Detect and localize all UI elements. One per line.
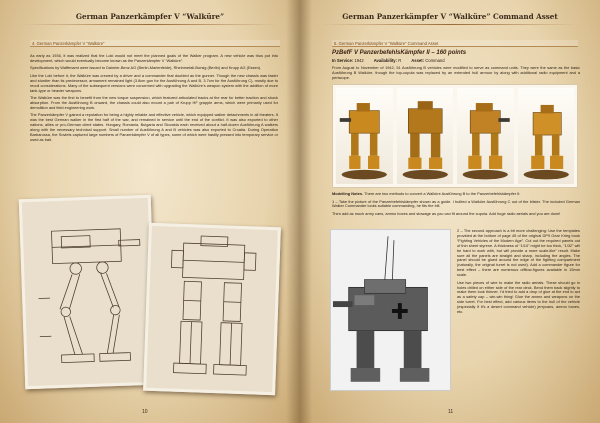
stat-asset: [411, 58, 444, 63]
stat-label: Availability:: [373, 58, 398, 63]
stat-value: Command: [425, 58, 445, 63]
header-divider: [22, 24, 278, 25]
miniature-photo: [397, 88, 454, 184]
blueprint-sketch-front: [143, 223, 281, 396]
walker-sketch-front-icon: [146, 226, 278, 392]
stat-value: 1942: [354, 58, 364, 63]
unit-title: PzBefF V PanzerbefehlsKämpfer II – 160 points: [332, 50, 467, 56]
paragraph: From August to November of 1942, 51 Ausführung B vehicles were modified to serve as command units. They were the same as the basic Ausführung B Walküre, though the top-cupola was replaced by an extended hull armour by along with additional radio equipment and a periscope.: [332, 65, 580, 80]
left-page-header: [0, 12, 300, 21]
stat-in-service: [332, 58, 364, 63]
paragraph: The Walküre was the first to benefit from the new torque suspension, which featured articulated tracks at the rear for better traction and shock absorption. From the Ausführung B onward, the chassis could also mount a pair of Krupp HF grapple arms, which were primarily used for demolition and field engineering work.: [30, 95, 278, 110]
paragraph: The Panzerkämpfer V gained a reputation for being a highly reliable and effective vehicle, which equipped walker detachments in all theaters. It was the best German walker in the first half of the war, and remained in service until the end of the conflict. It was also exported to other nations, allies or pro-German client states. Hungary, Romania, Bulgaria and Slovakia each received about a half-dozen Ausführung A walkers along with the necessary technical support. Small number of Ausführung A and B vehicles was also exported to Croatia. During Operation Barbarossa, the Soviets captured large numbers of Panzerkämpfer V of all types, some of which were hastily pressed into temporary service or used as bait.: [30, 112, 278, 142]
walker-model-icon: [336, 88, 393, 184]
command-walker-photo: [330, 229, 451, 391]
miniature-photo: [336, 88, 393, 184]
miniature-photo: [457, 88, 514, 184]
stat-availability: [374, 58, 402, 63]
paragraph: Then add as much army cans, ammo boxes and stowage as you can fit around the cupola. Add huge radio aerials and you are done!: [332, 210, 561, 216]
paragraph: [332, 192, 580, 197]
page-number: 10: [142, 409, 148, 415]
right-section-title: 5. German Panzerkämpfer V “Walküre” Command Asset: [332, 40, 578, 47]
right-page: [300, 0, 600, 423]
walker-model-icon: [397, 88, 454, 184]
stat-label: Asset:: [411, 58, 425, 63]
paragraph: Specifications by Waffenamt were issued to Daimler-Benz AG (Berlin-Marienfelde), Rheinmetall-Borsig (Berlin) and Krupp AG (Essen).: [30, 65, 262, 71]
left-body-text: [30, 54, 278, 145]
paragraph: As early as 1936, it was realized that the Loki would not meet the planned goals of the Walker program. A new vehicle was thus put into development, which would eventually become known as the Panzerkämpfer V “Walküre”.: [30, 53, 278, 63]
walker-model-icon: [518, 88, 575, 184]
paragraph: Like the Loki before it, the Walküre was crewed by a driver and a commander that doubled as the gunner. Though the new chassis was faster and sturdier than its predecessor, armament remained light (3.8cm gun for the Ausführung A and B, 3.7cm for the Ausführung C), mostly due to recoil considerations. Many of the subsequent versions were concerned with upgrading the Walküre’s weapon system with the addition of more tank-type or heavier weapons.: [30, 72, 278, 93]
command-walker-icon: [331, 230, 450, 390]
left-section-title: 4. German Panzerkämpfer V “Walküre”: [30, 40, 280, 47]
paragraph: 2 – The second approach is a bit more challenging: Use the templates provided at the bottom of page 45 of the original DP9 Gear Krieg book “Fighting Vehicles of the Modern Age”. Cut out the required panels out of thin sheet styrene. A thickness of “1/10” might be too thick, “1/32” will be hard to work with, but will provide a more scale-like” result. Make sure all the panels are straight and sharp, including the angles. The panel should be glued around the edge of the fighting compartment (naturally, the original turret is not used). Add a commander figure for best effect – there are numerous offflow-figures available in 15mm scale.: [457, 228, 580, 278]
right-header-title: German Panzerkämpfer V “Walküre” Command Asset: [342, 12, 558, 21]
page-number: 11: [448, 409, 454, 415]
intro-text: [332, 66, 580, 83]
miniature-photo: [518, 88, 575, 184]
header-divider: [322, 24, 578, 25]
miniature-photo-strip: [332, 84, 578, 188]
notes-label: Modelling Notes.: [332, 191, 364, 196]
blueprint-sketch-side: [19, 195, 158, 389]
stat-label: In Service:: [332, 58, 354, 63]
right-page-header: [300, 12, 600, 21]
modelling-notes: [332, 192, 580, 219]
side-text: [457, 229, 580, 318]
notes-text: There are two methods to convert a Walküre Ausführung B to the Panzerbefehlskämpfer II:: [364, 191, 521, 196]
stat-value: R: [398, 58, 402, 63]
unit-stats: [332, 58, 578, 63]
paragraph: Use two pieces of wire to make the radio aerials. These should go in holes drilled on either side of the rear deck. Bend them back slightly to make them look thinner. I’d tried to add a drop of glue at the end to act as a safety cap – win-win thing! Glue the ammo and weapons on the side turret. For best effect, add various items to the hull of the vehicle (especially if it’s a desert command vehicle) jerrycans, ammo boxes, etc.: [457, 279, 580, 315]
walker-model-icon: [457, 88, 514, 184]
left-header-title: German Panzerkämpfer V “Walküre”: [75, 12, 225, 21]
paragraph: 1 – Take the picture of the Panzerbefehlskämpfer shown as a guide. I builted a Walküre Ausführung C out of the blister. The included German Walker Commander looks suitable commanding, he fits the bill.: [332, 198, 580, 209]
walker-sketch-side-icon: [22, 198, 154, 386]
